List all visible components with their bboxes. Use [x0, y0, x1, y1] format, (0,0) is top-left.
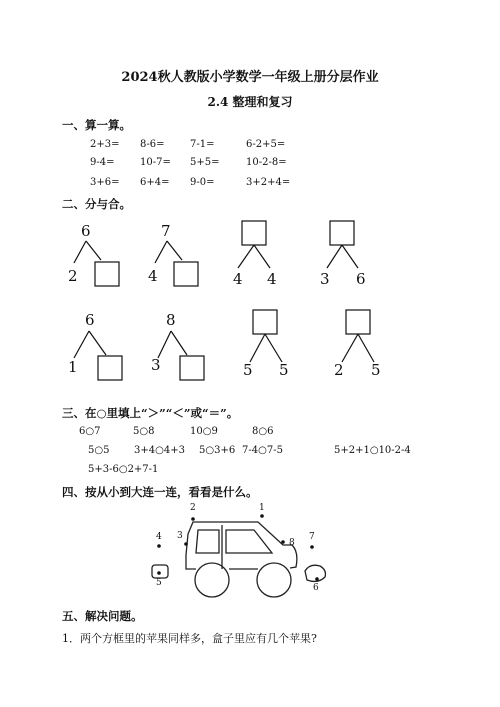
whole-number: 6 [85, 311, 95, 329]
dot-label: 1 [259, 503, 265, 513]
whole-number: 6 [81, 222, 91, 240]
dot-2[interactable] [191, 517, 195, 521]
dot-label: 5 [156, 578, 162, 588]
dot-label: 2 [190, 503, 196, 513]
headlight-shape [152, 565, 168, 578]
part-number: 5 [279, 361, 289, 379]
calc-item: 2+3= [90, 139, 120, 150]
compare-item: 5○5 [88, 445, 110, 456]
calc-item: 6-2+5= [246, 139, 286, 150]
dot-label: 7 [309, 532, 315, 542]
dot-3[interactable] [184, 542, 188, 546]
calc-item: 8-6= [140, 139, 165, 150]
whole-number: 7 [161, 222, 171, 240]
compare-item: 3+4○4+3 [134, 445, 185, 456]
section4-heading: 四、按从小到大连一连，看看是什么。 [62, 485, 258, 499]
section1-heading: 一、算一算。 [62, 118, 131, 132]
page-title: 2024秋人教版小学数学一年级上册分层作业 [121, 70, 379, 85]
dot-5[interactable] [157, 571, 161, 575]
part-number: 4 [233, 270, 243, 288]
lesson-subtitle: 2.4 整理和复习 [207, 95, 293, 109]
dot-label: 6 [313, 583, 319, 593]
word-problem: 1．两个方框里的苹果同样多，盒子里应有几个苹果? [62, 632, 317, 645]
part-number: 1 [68, 358, 78, 376]
part-number: 3 [151, 356, 161, 374]
calc-item: 9-4= [90, 157, 115, 168]
dot-label: 4 [156, 532, 162, 542]
dot-8[interactable] [281, 540, 285, 544]
dot-7[interactable] [310, 545, 314, 549]
compare-item: 7-4○7-5 [242, 445, 283, 456]
part-number: 4 [267, 270, 277, 288]
part-number: 3 [320, 270, 330, 288]
calc-item: 10-2-8= [246, 157, 287, 168]
compare-item: 5○8 [133, 426, 155, 437]
part-number: 5 [243, 361, 253, 379]
calc-item: 10-7= [140, 157, 171, 168]
whole-number: 8 [166, 311, 176, 329]
calc-item: 9-0= [190, 177, 215, 188]
calc-item: 6+4= [140, 177, 170, 188]
dot-4[interactable] [157, 544, 161, 548]
part-number: 4 [148, 267, 158, 285]
compare-item: 5○3+6 [199, 445, 236, 456]
compare-item: 6○7 [79, 426, 101, 437]
compare-item: 5+2+1○10-2-4 [334, 445, 411, 456]
calc-item: 7-1= [190, 139, 215, 150]
dot-label: 3 [177, 531, 183, 541]
dot-6[interactable] [315, 577, 319, 581]
dot-1[interactable] [260, 514, 264, 518]
compare-item: 8○6 [252, 426, 274, 437]
section3-heading: 三、在○里填上“＞”“＜”或“＝”。 [62, 406, 239, 420]
calc-item: 3+2+4= [246, 177, 291, 188]
section2-heading: 二、分与合。 [62, 197, 131, 211]
dot-label: 8 [289, 538, 295, 548]
compare-item: 5+3-6○2+7-1 [88, 464, 159, 475]
compare-item: 10○9 [190, 426, 218, 437]
calc-item: 3+6= [90, 177, 120, 188]
section5-heading: 五、解决问题。 [62, 609, 143, 623]
part-number: 2 [334, 361, 344, 379]
calc-item: 5+5= [190, 157, 220, 168]
part-number: 2 [68, 267, 78, 285]
part-number: 6 [356, 270, 366, 288]
part-number: 5 [371, 361, 381, 379]
